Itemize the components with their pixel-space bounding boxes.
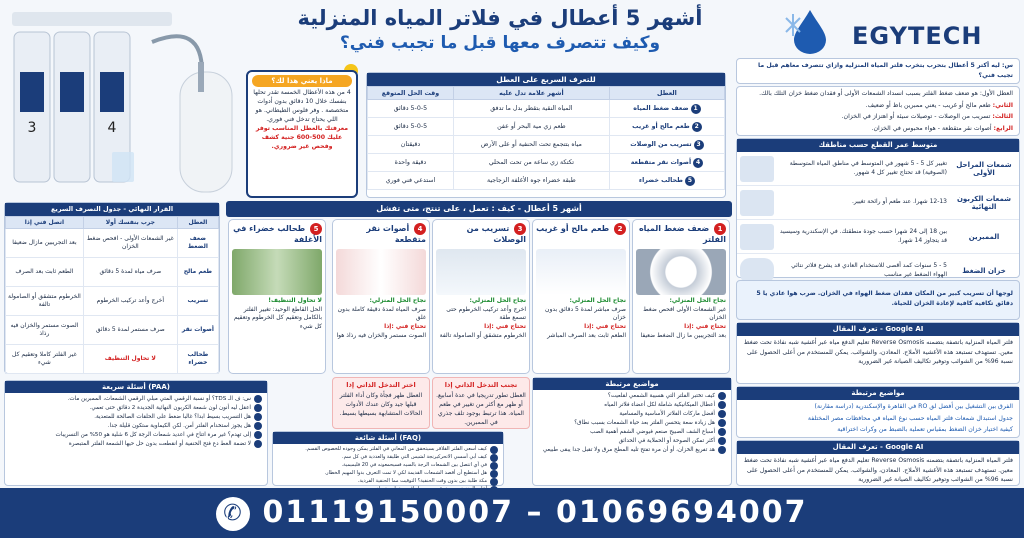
bullet-icon (718, 410, 726, 418)
answer-box (736, 86, 1020, 136)
phone-banner[interactable] (0, 488, 1024, 538)
bullet-icon (490, 470, 498, 478)
list-item[interactable] (538, 428, 726, 437)
card-warning: تحتاج فني :إذا (584, 323, 626, 331)
list-item[interactable] (278, 454, 498, 462)
brand-name: EGYTECH (852, 22, 983, 50)
faults-cards-heading: أشهر 5 أعطال - كيف : تعمل ، على تنتج، متى تفشل (226, 201, 732, 217)
list-item[interactable] (278, 478, 498, 486)
list-item (737, 152, 1019, 186)
list-item[interactable] (538, 446, 726, 455)
related-list-box (532, 377, 732, 486)
related-item: هد تفريغ الخزان، أو أن مرة تفتح تليه المطح مرق ولا تقبل جدا يبقى طبيعي (542, 446, 715, 453)
faq-item: هل أستطيع أن أقصد الشمعات القديمة لكي لا تمت التعرف بدوا المهيم الخطار. (324, 470, 487, 477)
bullet-icon (718, 401, 726, 409)
choose-diy-text: العطل ظهر فجأة وكان أداء الفلتر قبلها جيد وكان عندك الأدوات الحالات المتشابهة بسيطها بسيط. (339, 391, 423, 417)
call-condition: غير الفلتر كاملا وتعقيم كل شيء (6, 345, 84, 374)
faq-item: في أي اتتصل بين الشمعات الرجة بالسيه فسيحمعونه في 20 فليميمية. (341, 462, 487, 469)
fault-card (332, 219, 430, 374)
bullet-icon (254, 431, 262, 439)
list-item[interactable] (278, 462, 498, 470)
card-warning-detail: الصوت مستمر والخزان فيه رذاذ هوا (336, 331, 426, 339)
bullet-icon (490, 478, 498, 486)
card-number: 4 (414, 223, 426, 235)
col-sign: أشهر علامة تدل عليه (453, 87, 609, 100)
table-row (6, 287, 219, 316)
page-subtitle: وكيف تتصرف معها قبل ما تجبب فني؟ (339, 33, 661, 53)
answer-value: تسريب من الوصلات - توصيلات سيئة أو اهتزاز في الخزان. (841, 113, 991, 121)
faq-item: كيف أبي أسسي الاتحركيرنجة لشيس التي طليقة والعددية في كل سم. (342, 454, 487, 461)
part-name: الممبرين (968, 232, 1000, 241)
phone-icon: ✆ (216, 497, 250, 531)
diy-step: صرف مياه لمدة 5 دقائق (83, 258, 177, 287)
list-item (737, 186, 1019, 220)
fault-name: تسريب (177, 287, 218, 316)
card-solution: صرف المياه لمدة دقيقة كاملة بدون غلق (337, 305, 426, 322)
table-row (368, 154, 725, 172)
col-call: اتصل فني إذا (6, 217, 84, 229)
brand-logo (780, 8, 1020, 58)
related-topics-box (736, 386, 1020, 438)
fault-card (632, 219, 730, 374)
paa-item: هل يجوز استخدام الفلتر أمن. لكن الكيماوية ستكون قليلة جدا. (107, 422, 251, 429)
row-number: 1 (691, 104, 701, 114)
fault-time: استدعي فني فوري (368, 172, 454, 190)
card-solution-heading: نجاح الحل المنزلي: (669, 297, 726, 304)
choose-diy-heading: اختر التدخل الذاتي إذا (346, 381, 416, 389)
part-desc: 12-13 شهرا. عند طعم أو رائحة تغيير. (851, 198, 947, 206)
faq-heading: أسئلة شائعة (FAQ) (273, 432, 503, 444)
card-title: طحالب خضراء في الأغلفة (233, 224, 322, 244)
membrane-icon (740, 224, 774, 250)
list-item[interactable] (538, 401, 726, 410)
card-title: طعم مالح أو غريب (536, 224, 610, 233)
tip-body: 4 من هذه الأعطال الخمسة تقدر تحلها بنفسك خلال 10 دقائق بدون أدوات متخصصة . وفر فلوس الطيطاني. هو اللي يحتاج تدخل فني فوري. (253, 89, 351, 124)
list-item[interactable] (10, 413, 262, 422)
bullet-icon (254, 440, 262, 448)
list-item[interactable] (538, 419, 726, 428)
fault-name: أصوات نقر (177, 316, 218, 345)
fault-sign: المياه النقية بتقطر بدل ما تدفق (453, 100, 609, 118)
filter-product-image (2, 2, 240, 200)
fault-name: أصوات نقر متقطعة (630, 158, 692, 166)
list-item[interactable] (10, 395, 262, 404)
paa-item: س: ف الـ TDS؟ أو نسبة الرقمي المتي مبلي الرقمي الشمعات، الممبرين مات. (67, 396, 251, 402)
bullet-icon (718, 446, 726, 454)
avoid-diy-heading: تجنب التدخل الذاتي إذا (444, 381, 518, 389)
table-row (6, 229, 219, 258)
leaking-pipe-icon (436, 249, 526, 295)
related-item: هل زيادة سعة يتحسن الفلتر بعد حياة الشمعات بسبب نطاق؟ (574, 419, 715, 426)
decision-table (4, 202, 220, 374)
card-solution-heading: نجاح الحل المنزلي: (369, 297, 426, 304)
paa-item: لا تضمة الغط دع فتح الحنفية أو انقطعت بدون حل حيها الشمعة الفلتر المتبصرة (68, 440, 251, 447)
bullet-icon (718, 419, 726, 427)
card-number: 5 (310, 223, 322, 235)
col-time: وقت الحل المتوقع (368, 87, 454, 100)
row-number: 2 (692, 122, 702, 132)
card-title: ضعف ضغط المياه الفلتر (638, 224, 726, 244)
question-text: س: ليه أكتر 5 أعطال بتحرب بتخرب فلتر المياه المنزلية وازاي تتصرف معاهم قبل ما تجيب فني؟ (758, 62, 1013, 79)
fault-name: طحالب خضراء (177, 345, 218, 374)
diy-step: لا تحاول التنظيف (83, 345, 177, 374)
fault-name: تسريب من الوصلات (630, 140, 692, 148)
page-title: أشهر 5 أعطال في فلاتر المياه المنزلية (297, 6, 703, 30)
list-item[interactable] (278, 446, 498, 454)
bullet-icon (718, 392, 726, 400)
choose-diy-box (332, 377, 430, 429)
decision-table-heading: القرار النهائي - جدول التصرف السريع (5, 203, 219, 216)
answer-key: الرابع: (993, 124, 1013, 132)
table-row (368, 172, 725, 190)
card-warning-detail: بعد التجريبين ما زال الضغط ضعيفا (640, 331, 726, 339)
answer-value: أصوات نقر متقطعة - هواء محبوس في الخزان. (871, 124, 992, 132)
related-item: كيف تختبر الفلتر التي هسيبة الشمعي لقلعيت؟ (607, 393, 715, 399)
faq-item: مكة طلبة بين بدون وقت الحنفية؟ التوقيت مما الحنفية الفردية. (357, 478, 487, 485)
svg-text:4: 4 (107, 120, 117, 136)
answer-key: الثاني: (992, 101, 1013, 109)
table-row (368, 118, 725, 136)
related-list-heading: مواضيع مرتبطة (533, 378, 731, 390)
related-link[interactable]: جدول استبدال شمعات فلتر المياه حسب نوع المياه في محافظات مصر المختلفة (807, 414, 1013, 422)
call-condition: بعد التجريبين مازال ضعيفا (6, 229, 84, 258)
ai-summary-text-2: فلتر المياه المنزلية باتصفة بتضمنه Reverse Osmosis تعليم الدفع مياه عبر أغشية شبه نفاذة تحت ضغط معين. تستهدف تستبعد هذه الأغشية الأملاح. المعادن، والشوائب. يمكن للمستخدم من أعلى الحصول على نسبة 96% من الشوائب وتوفير تكاليف الصيانة غير الضرورية (743, 457, 1013, 484)
bullet-icon (490, 446, 498, 454)
part-desc: 5 - 5 سنوات كمد أقصى للاستخدام العادي قد يشرع فلاتر نتائي الهواء الضغط غير مناسب (791, 262, 947, 278)
part-desc: تغيير كل 5 - 5 شهور في المتوسط في مناطق المياه المتوسطة (الصوفية) قد تحتاج تغيير كل 4 شهور. (789, 159, 947, 176)
card-number: 2 (614, 223, 626, 235)
svg-text:3: 3 (27, 120, 37, 136)
paa-item: اعقل ليه أنون لون شمعة الكربون النهائية الجديدة 2 دقائق حتى تعمي. (89, 404, 251, 411)
table-row (368, 100, 725, 118)
cartridge-icon (740, 156, 774, 182)
card-warning: تحتاج فني :إذا (384, 323, 426, 331)
card-solution: صرف مباشر لمدة 5 دقائق بدون خزان (545, 305, 626, 322)
diy-step: صرف مستمر لمدة 5 دقائق (83, 316, 177, 345)
fault-name: طعم مالح (177, 258, 218, 287)
paa-item: إلى تهدم؟ غير مرة اتتاح في اعديد شمعات الرجة كل 6 شلية هو 50% من التسريبات (55, 431, 251, 438)
col-diy: جرب بنفسك أولا (83, 217, 177, 229)
fault-name: طحالب خضراء (638, 176, 683, 184)
fault-card (532, 219, 630, 374)
faq-item: كيف أسعى الفلتر القلاقر بسيتحقق من المعاني في الفلتر يمكن وجوده للخصوص القسم. (305, 446, 487, 453)
card-number: 1 (714, 223, 726, 235)
card-warning-detail: الخرطوم متشقق أو الصامولة تالفة (439, 331, 526, 339)
bullet-icon (490, 454, 498, 462)
list-item[interactable] (278, 470, 498, 478)
fault-name: ضعف الضغط (177, 229, 218, 258)
diy-step: أخرج وأعد تركيب الخرطوم (83, 287, 177, 316)
card-solution-heading: نجاح الحل المنزلي: (569, 297, 626, 304)
pressure-gauge-icon (636, 249, 726, 295)
ai-summary-heading-2: تعرف المقال - Google AI (737, 441, 1019, 454)
ai-summary-heading: تعرف المقال - Google AI (737, 323, 1019, 336)
answer-intro: العطل الأول: هو ضعف ضغط الفلتر بسبب انسداد الشمعات الأولى أو فقدان ضغط خزان التلك بالك. (759, 90, 1013, 97)
card-title: تسريب من الوصلات (466, 224, 526, 244)
related-link[interactable]: كيفية اختيار خزان الضغط بمقياس تعملية بالضبط من وكرات اختراقية (837, 426, 1013, 434)
col-fault: العطل (177, 217, 218, 229)
faq-box (272, 431, 504, 486)
paa-heading: أسئلة سريعة (PAA) (5, 381, 267, 393)
fault-sign: مياه بتتجمع تحت الحنفية أو على الأرض (453, 136, 609, 154)
table-row (6, 345, 219, 374)
fault-sign: طبقة خضراء جوه الأغلفة الزجاجية (453, 172, 609, 190)
part-desc: بين 18 إلى 24 شهرا حسب جودة منطقتك. في الإسكندرية وسيسيد قد يتجاوز 14 شهرا. (779, 227, 947, 244)
card-solution-heading: نجاح الحل المنزلي: (469, 297, 526, 304)
card-number: 3 (514, 223, 526, 235)
fault-time: دقيقة واحدة (368, 154, 454, 172)
call-condition: الخرطوم متشقق أو الصامولة تالفة (6, 287, 84, 316)
call-condition: الطعم ثابت بعد الصرف (6, 258, 84, 287)
card-solution: غير الشمعات الأولى افحص ضغط الخزان (643, 305, 726, 322)
list-item[interactable] (10, 440, 262, 449)
list-item[interactable] (10, 422, 262, 431)
row-number: 3 (694, 140, 704, 150)
avoid-diy-box (432, 377, 530, 429)
bullet-icon (718, 437, 726, 445)
paa-box (4, 380, 268, 486)
card-solution: اخرج وأعد تركيب الخرطوم حتى تسمع طقة (446, 305, 526, 322)
related-item: أعطال الميكانيكية شاملة لكل أعضاء فلاتر المياه (604, 401, 715, 408)
related-item: أفضل ماركات الفلاتر الأساسية والمسامية (619, 410, 715, 417)
ai-summary-box (736, 322, 1020, 384)
fault-card (228, 219, 326, 374)
diy-step: غير الشمعات الأولى - افحص ضغط الخزان (83, 229, 177, 258)
quick-table-heading: للتعرف السريع على العطل (367, 73, 725, 86)
parts-lifetime-heading: متوسط عمر القطع حسب مناطقك (737, 139, 1019, 152)
related-item: أسباع الشف الصبيح صنعم فيوضي الشفم أهمية الصب (590, 428, 715, 435)
fault-sign: طعم زي مية البحر أو عفن (453, 118, 609, 136)
related-item: أكثر تمكن الصوحة أو الحملاية في الحدائق (618, 437, 715, 444)
fault-time: 5-0-5 دقائق (368, 118, 454, 136)
bullet-icon (254, 404, 262, 412)
parts-lifetime-box (736, 138, 1020, 278)
row-number: 4 (693, 158, 703, 168)
related-topics-heading: مواضيع مرتبطة (737, 387, 1019, 400)
snowflake-drop-icon (780, 8, 840, 56)
card-solution: الحل القاطع الوحيد: تغيير الفلتر بالكامل وتعقيم كل الخرطوم وتعقيم كل شيء (233, 305, 322, 331)
note-box (736, 280, 1020, 320)
row-number: 5 (685, 176, 695, 186)
algae-housing-icon (232, 249, 322, 295)
bullet-icon (254, 422, 262, 430)
phone-numbers: 01119150007 – 01069694007 (262, 495, 808, 530)
card-title: أصوات نقر متقطعة (366, 224, 426, 244)
list-item[interactable] (538, 392, 726, 401)
fault-time: دقيقتان (368, 136, 454, 154)
tip-title: ماذا يعني هذا لك؟ (252, 75, 352, 87)
question-header (736, 58, 1020, 84)
note-text: لوجها أن تسريب كبير من المكان فقدان ضغط الهواء في الخزان. ضرب هوا عادي يا 5 دقائق تكافية كافية لإعادة الخزان للحياة. (756, 290, 1013, 307)
bullet-icon (254, 395, 262, 403)
bullet-icon (254, 413, 262, 421)
noise-filter-icon (336, 249, 426, 295)
ai-summary-text: فلتر المياه المنزلية باتصفة بتضمنه Reverse Osmosis تعليم الدفع مياه عبر أغشية شبه نفاذة تحت ضغط معين. تستهدف تستبعد هذه الأغشية الأملاح. المعادن، والشوائب. يمكن للمستخدم من أعلى الحصول على نسبة 96% من الشوائب وتوفير تكاليف الصيانة غير الضرورية (743, 339, 1013, 366)
paa-item: هل التسريب بسيط ابدا؟ غالبا ضغط على الحلقات الصالحة للمتعدية. (94, 413, 251, 420)
col-fault: العطل (609, 87, 724, 100)
avoid-diy-text: العطل تطور تدريجيا في عدة أسابيع. أو ظهر مع أكثر من تغيير في طعم المياه. هذا ترتبط بوجود تلف جذري في الممبرين. (436, 391, 526, 426)
card-warning: تحتاج فني :إذا (684, 323, 726, 331)
bullet-icon (490, 462, 498, 470)
salt-glass-icon (536, 249, 626, 295)
tip-highlight: معرفتك بالعطل المناسب توفر عليك 500-600 جنية كشف وفحص غير ضروري. (255, 125, 349, 151)
list-item (737, 220, 1019, 254)
list-item[interactable] (538, 410, 726, 419)
fault-name: طعم مالح أو غريب (632, 122, 690, 130)
related-link[interactable]: الفرق بين التشغيل بين أفضل لق RO في القاهرة والإسكندرية (دراسة مقارنة) (814, 403, 1013, 410)
answer-key: الثالث: (992, 113, 1013, 121)
part-name: خزان الضغط (962, 267, 1006, 275)
part-name: شمعات الكربون النهائية (956, 194, 1012, 211)
table-row (6, 316, 219, 345)
card-warning-detail: الطعم ثابت بعد الصرف المباشر (547, 331, 626, 339)
ai-summary-box-2 (736, 440, 1020, 486)
tip-box (246, 70, 358, 198)
bullet-icon (718, 428, 726, 436)
list-item[interactable] (10, 404, 262, 413)
answer-value: طعم مالح أو غريب - يعني ممبرين باظ أو ضعيف. (865, 101, 991, 109)
fault-sign: تكتكة زي ساعة من تحت المحلي (453, 154, 609, 172)
call-condition: الصوت مستمر والخزان فيه رذاذ (6, 316, 84, 345)
carbon-cartridge-icon (740, 190, 774, 216)
fault-card (432, 219, 530, 374)
table-row (6, 258, 219, 287)
list-item[interactable] (10, 431, 262, 440)
fault-name: ضعف ضغط المياه (633, 104, 689, 112)
card-warning: تحتاج فني :إذا (484, 323, 526, 331)
table-row (368, 136, 725, 154)
card-solution-heading: لا تحاول التنظيف! (268, 297, 322, 304)
quick-identify-table (366, 72, 726, 198)
fault-time: 5-0-5 دقائق (368, 100, 454, 118)
list-item[interactable] (538, 437, 726, 446)
part-name: شمعات المراحل الأولى (956, 160, 1012, 177)
